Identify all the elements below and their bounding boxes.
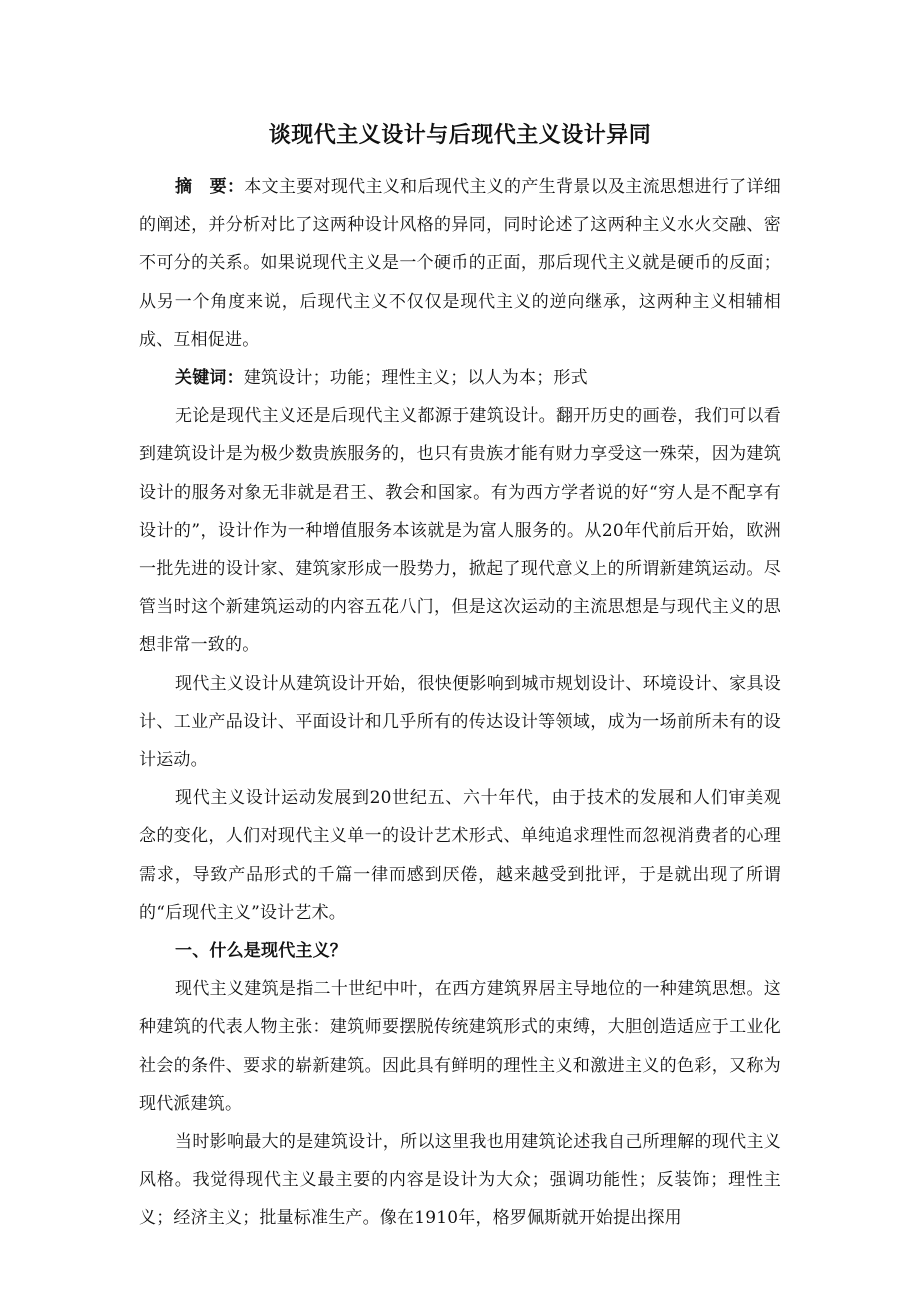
section-heading: 一、什么是现代主义？	[175, 941, 347, 962]
section-paragraph: 当时影响最大的是建筑设计，所以这里我也用建筑论述我自己所理解的现代主义风格。我觉得现代主义最主要的内容是设计为大众；强调功能性；反装饰；理性主义；经济主义；批量标准生产。像在1910年，格罗佩斯就开始提出探用	[139, 1132, 781, 1229]
body-paragraph: 现代主义设计运动发展到20世纪五、六十年代，由于技术的发展和人们审美观念的变化，人们对现代主义单一的设计艺术形式、单纯追求理性而忽视消费者的心理需求，导致产品形式的千篇一律而感到厌倦，越来越受到批评，于是就出现了所谓的“后现代主义”设计艺术。	[139, 788, 781, 923]
section-paragraph: 现代主义建筑是指二十世纪中叶，在西方建筑界居主导地位的一种建筑思想。这种建筑的代表人物主张：建筑师要摆脱传统建筑形式的束缚，大胆创造适应于工业化社会的条件、要求的崭新建筑。因此具有鲜明的理性主义和激进主义的色彩，又称为现代派建筑。	[139, 979, 781, 1114]
abstract-label: 摘 要：	[175, 177, 245, 197]
keywords-paragraph	[139, 359, 781, 397]
body-paragraph: 无论是现代主义还是后现代主义都源于建筑设计。翻开历史的画卷，我们可以看到建筑设计是为极少数贵族服务的，也只有贵族才能有财力享受这一殊荣，因为建筑设计的服务对象无非就是君王、教会和国家。有为西方学者说的好“穷人是不配享有设计的”，设计作为一种增值服务本该就是为富人服务的。从20年代前后开始，欧洲一批先进的设计家、建筑家形成一股势力，掀起了现代意义上的所谓新建筑运动。尽管当时这个新建筑运动的内容五花八门，但是这次运动的主流思想是与现代主义的思想非常一致的。	[139, 406, 781, 656]
document-title: 谈现代主义设计与后现代主义设计异同	[268, 123, 652, 148]
body-paragraph: 现代主义设计从建筑设计开始，很快便影响到城市规划设计、环境设计、家具设计、工业产品设计、平面设计和几乎所有的传达设计等领域，成为一场前所未有的设计运动。	[139, 673, 781, 771]
keywords-label: 关键词：	[175, 368, 244, 389]
document-body	[139, 168, 781, 1238]
abstract-text: 本文主要对现代主义和后现代主义的产生背景以及主流思想进行了详细的阐述，并分析对比了这两种设计风格的异同，同时论述了这两种主义水火交融、密不可分的关系。如果说现代主义是一个硬币的正面，那后现代主义就是硬币的反面；从另一个角度来说，后现代主义不仅仅是现代主义的逆向继承，这两种主义相辅相成、互相促进。	[139, 177, 781, 350]
keywords-text: 建筑设计；功能；理性主义；以人为本；形式	[243, 368, 588, 389]
abstract-paragraph	[139, 168, 781, 359]
